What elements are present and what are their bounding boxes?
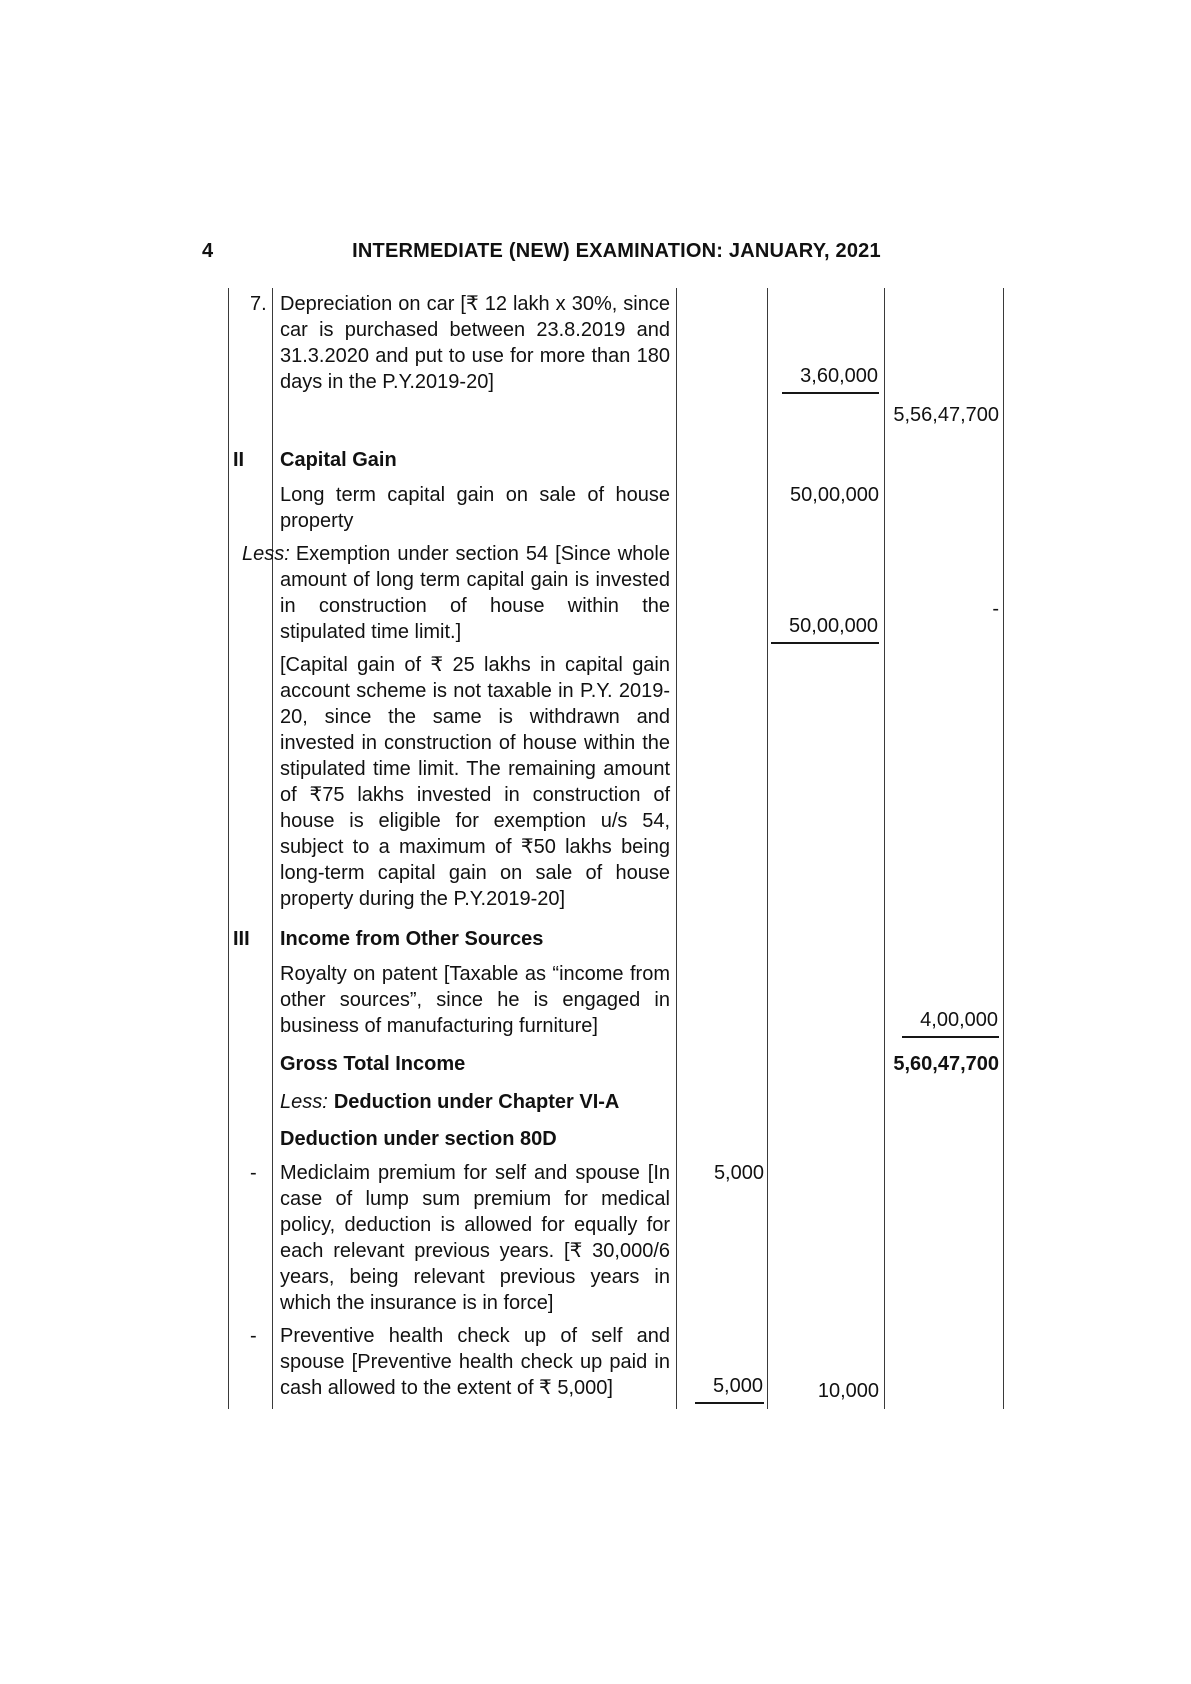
table-row — [228, 288, 1005, 399]
amount-col3 — [885, 288, 1004, 399]
amount-col2 — [768, 288, 885, 399]
amount-col3 — [885, 1320, 1004, 1409]
row-serial — [228, 479, 273, 538]
row-serial — [228, 1121, 273, 1157]
description-text: Royalty on patent [Taxable as “income from other sources”, since he is engaged in business of manufacturing furniture] — [280, 963, 670, 1037]
item-number: 7. — [250, 293, 267, 315]
row-description — [273, 433, 677, 479]
amount-col2 — [768, 479, 885, 538]
amount-col1 — [677, 916, 768, 958]
amount-col3 — [885, 958, 1004, 1043]
amount-col1 — [677, 479, 768, 538]
amount-col1 — [677, 1043, 768, 1083]
table-row — [228, 538, 1005, 649]
amount-col2 — [768, 916, 885, 958]
amount-col1 — [677, 399, 768, 433]
page-title: INTERMEDIATE (NEW) EXAMINATION: JANUARY, 2021 — [352, 240, 881, 262]
amount-col3 — [885, 538, 1004, 649]
amount-col3 — [885, 1083, 1004, 1121]
amount-value: 50,00,000 — [790, 484, 879, 506]
row-serial — [228, 399, 273, 433]
less-label: Less: — [242, 543, 290, 565]
amount-col3 — [885, 649, 1004, 916]
row-description — [273, 1121, 677, 1157]
table-row — [228, 958, 1005, 1043]
table-row — [228, 1157, 1005, 1320]
row-serial — [228, 1083, 273, 1121]
bullet-dash: - — [250, 1325, 257, 1347]
amount-col2 — [768, 1043, 885, 1083]
amount-col1 — [677, 1121, 768, 1157]
table-row — [228, 1083, 1005, 1121]
amount-col1 — [677, 1320, 768, 1409]
section-heading: Deduction under Chapter VI-A — [333, 1091, 620, 1113]
amount-col2 — [768, 1320, 885, 1409]
amount-underlined: 4,00,000 — [902, 1007, 999, 1038]
nil-dash: - — [992, 598, 999, 620]
row-description — [273, 1043, 677, 1083]
table-row — [228, 399, 1005, 433]
note-text: [Capital gain of ₹ 25 lakhs in capital gain account scheme is not taxable in P.Y. 2019-20, since the same is withdrawn and invested in construction of house within the stipulated time limit. The remaining amount of ₹75 lakhs invested in construction of house is eligible for exemption u/s 54, subject to a maximum of ₹50 lakhs being long-term capital gain on sale of house property during the P.Y.2019-20] — [280, 654, 670, 910]
row-description — [273, 649, 677, 916]
row-description — [273, 399, 677, 433]
amount-underlined: 50,00,000 — [771, 613, 879, 644]
bullet-dash: - — [250, 1162, 257, 1184]
row-serial — [228, 649, 273, 916]
table-row — [228, 479, 1005, 538]
description-text: Long term capital gain on sale of house property — [280, 484, 670, 532]
amount-col2 — [768, 433, 885, 479]
row-serial: III — [228, 916, 273, 958]
amount-col3 — [885, 479, 1004, 538]
row-description — [273, 916, 677, 958]
row-description — [250, 288, 677, 399]
amount-col2 — [768, 649, 885, 916]
page-header — [0, 238, 1191, 268]
amount-col3 — [885, 1043, 1004, 1083]
row-serial: II — [228, 433, 273, 479]
amount-value: 10,000 — [817, 1380, 879, 1402]
description-text: Exemption under section 54 [Since whole amount of long term capital gain is invested in construction of house within the stipulated time limit.] — [280, 543, 670, 643]
section-heading: Gross Total Income — [280, 1053, 466, 1075]
row-description — [250, 1157, 677, 1320]
amount-value: 5,60,47,700 — [893, 1053, 999, 1075]
row-serial — [228, 1043, 273, 1083]
amount-value: 5,000 — [713, 1162, 764, 1184]
amount-col2 — [768, 958, 885, 1043]
table-row — [228, 1320, 1005, 1409]
amount-col2 — [768, 1121, 885, 1157]
amount-col2 — [768, 399, 885, 433]
table-row — [228, 1043, 1005, 1083]
amount-col1 — [677, 433, 768, 479]
amount-col3 — [885, 433, 1004, 479]
row-description — [250, 1320, 677, 1409]
subsection-heading: Deduction under section 80D — [280, 1128, 557, 1150]
less-label: Less: — [280, 1091, 328, 1113]
table-row — [228, 1121, 1005, 1157]
amount-col3 — [885, 1121, 1004, 1157]
section-heading: Capital Gain — [280, 449, 397, 471]
description-text: Depreciation on car [₹ 12 lakh x 30%, since car is purchased between 23.8.2019 and 31.3.2020 and put to use for more than 180 days in the P.Y.2019-20] — [280, 293, 670, 393]
row-serial — [228, 958, 273, 1043]
amount-value: 5,56,47,700 — [893, 404, 999, 426]
amount-col2 — [768, 1157, 885, 1320]
amount-col3 — [885, 1157, 1004, 1320]
description-text: Mediclaim premium for self and spouse [In case of lump sum premium for medical policy, deduction is allowed for equally for each relevant previous years. [₹ 30,000/6 years, being relevant previous years in which the insurance is in force] — [280, 1162, 670, 1314]
computation-table — [228, 288, 1005, 1409]
amount-col1 — [677, 288, 768, 399]
amount-col3 — [885, 399, 1004, 433]
amount-col1 — [677, 649, 768, 916]
amount-col3 — [885, 916, 1004, 958]
row-description — [273, 1083, 677, 1121]
amount-col1 — [677, 1157, 768, 1320]
amount-underlined: 3,60,000 — [782, 363, 879, 394]
section-heading: Income from Other Sources — [280, 928, 544, 950]
description-text: Preventive health check up of self and spouse [Preventive health check up paid in cash allowed to the extent of ₹ 5,000] — [280, 1325, 670, 1399]
table-row — [228, 433, 1005, 479]
table-row — [228, 916, 1005, 958]
amount-col1 — [677, 1083, 768, 1121]
amount-col1 — [677, 958, 768, 1043]
amount-underlined: 5,000 — [695, 1373, 764, 1404]
table-row — [228, 649, 1005, 916]
row-description — [273, 958, 677, 1043]
amount-col2 — [768, 538, 885, 649]
amount-col2 — [768, 1083, 885, 1121]
page-number: 4 — [202, 240, 214, 262]
row-description — [242, 538, 677, 649]
amount-col1 — [677, 538, 768, 649]
row-description — [273, 479, 677, 538]
